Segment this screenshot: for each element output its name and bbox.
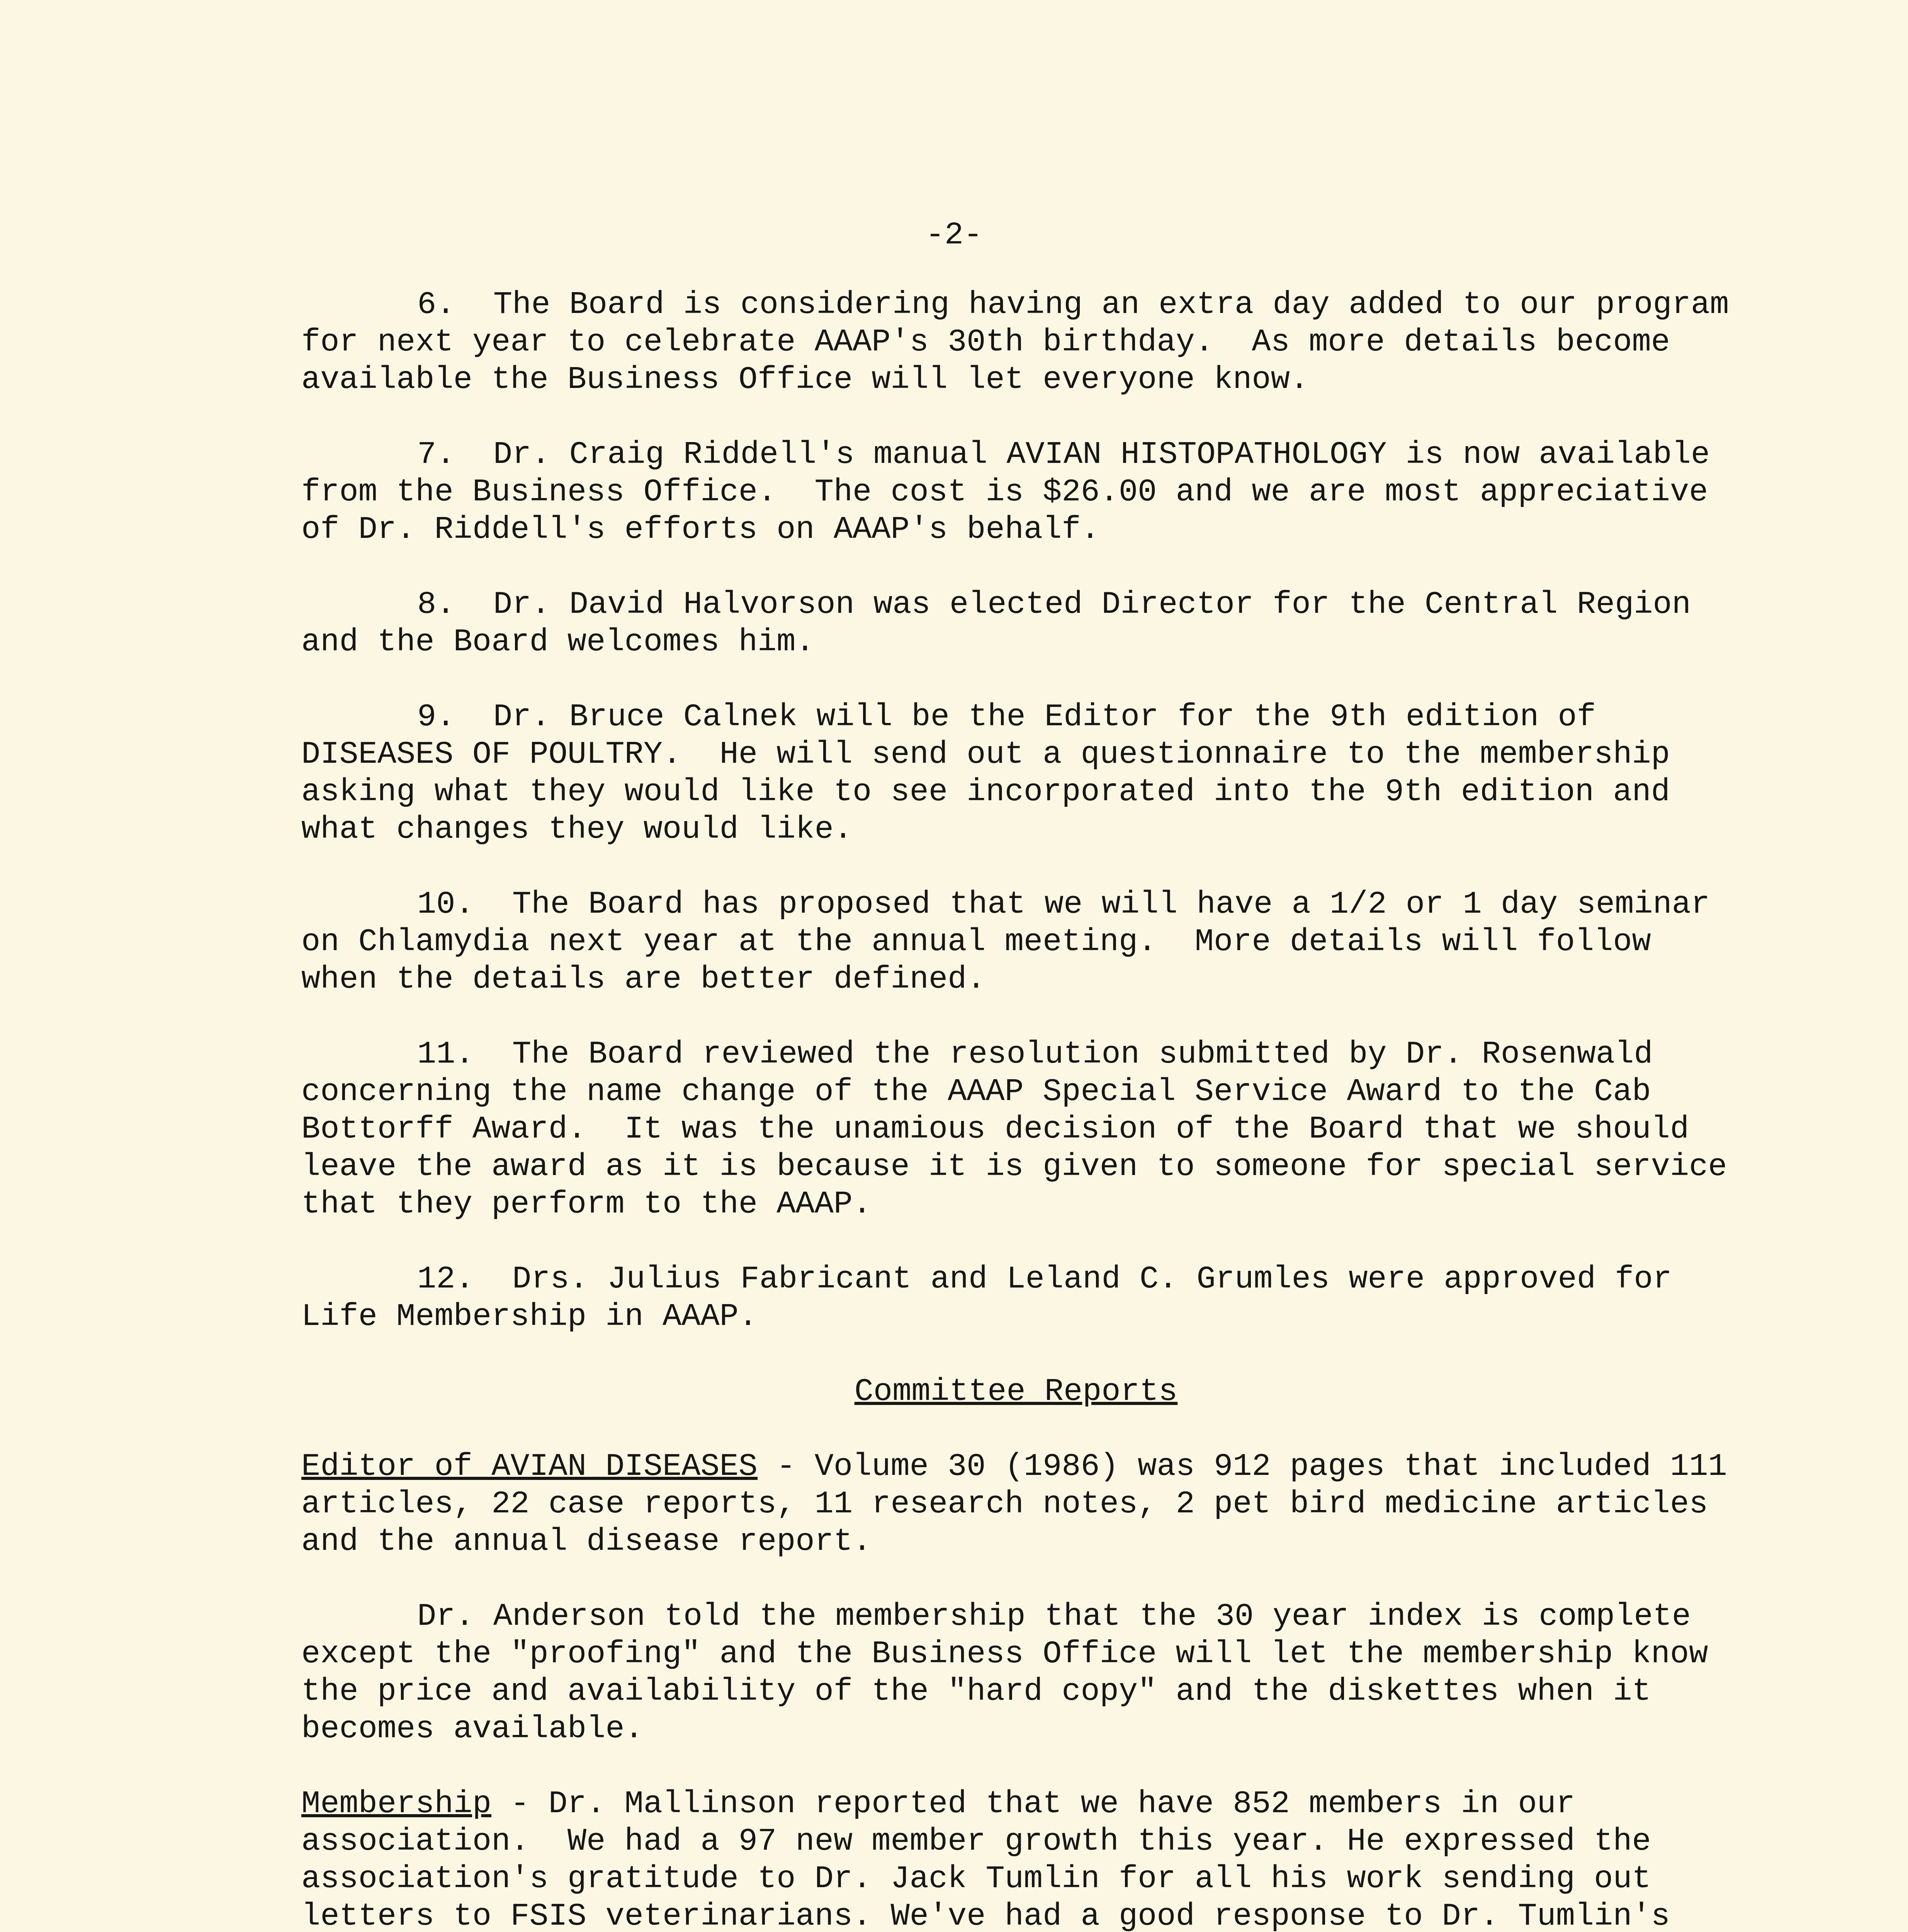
- membership-report-label: Membership: [301, 1786, 492, 1822]
- item-8-paragraph: 8. Dr. David Halvorson was elected Director for the Central Region and the Board welcomes him.: [301, 587, 1710, 660]
- item-7-paragraph: 7. Dr. Craig Riddell's manual AVIAN HISTOPATHOLOGY is now available from the Business Office. The cost is $26.00 and we are most appreciative of Dr. Riddell's efforts on AAAP's behalf.: [301, 437, 1729, 548]
- item-11-paragraph: 11. The Board reviewed the resolution submitted by Dr. Rosenwald concerning the name change of the AAAP Special Service Award to the Cab Bottorff Award. It was the unamious decision of the Board that we should leave the award as it is because it is given to someone for special service that they perform to the AAAP.: [301, 1036, 1746, 1222]
- item-9-paragraph: 9. Dr. Bruce Calnek will be the Editor for the 9th edition of DISEASES OF POULTRY. He will send out a questionnaire to the membership asking what they would like to see incorporated into the 9th edition and what changes they would like.: [301, 699, 1689, 847]
- membership-report-paragraph: [301, 1785, 1731, 1932]
- membership-report-text: - Dr. Mallinson reported that we have 852 members in our association. We had a 97 new member growth this year. He expressed the association's gratitude to Dr. Jack Tumlin for all his work sending out letters to FSIS veterinarians. We've had a good response to Dr. Tumlin's: [301, 1786, 1670, 1932]
- editor-report-text: - Volume 30 (1986) was 912 pages that included 111 articles, 22 case reports, 11 research notes, 2 pet bird medicine articles and the annual disease report.: [301, 1449, 1746, 1560]
- item-12-paragraph: 12. Drs. Julius Fabricant and Leland C. Grumles were approved for Life Membership in AAAP.: [301, 1261, 1691, 1335]
- editor-report-label: Editor of AVIAN DISEASES: [301, 1449, 758, 1485]
- committee-reports-heading-text: Committee Reports: [854, 1374, 1178, 1410]
- document-body: [301, 286, 1748, 1932]
- item-6-paragraph: 6. The Board is considering having an extra day added to our program for next year to celebrate AAAP's 30th birthday. As more details become available the Business Office will let everyone know.: [301, 287, 1748, 398]
- editor-report-paragraph: [301, 1448, 1746, 1560]
- page-number: -2-: [925, 217, 983, 253]
- committee-reports-heading: [301, 1373, 1731, 1410]
- anderson-report-paragraph: Dr. Anderson told the membership that the 30 year index is complete except the "proofing" and the Business Office will let the membership know the price and availability of the "hard copy" and the diskettes when it becomes available.: [301, 1599, 1727, 1747]
- item-10-paragraph: 10. The Board has proposed that we will have a 1/2 or 1 day seminar on Chlamydia next year at the annual meeting. More details will follow when the details are better defined.: [301, 886, 1729, 997]
